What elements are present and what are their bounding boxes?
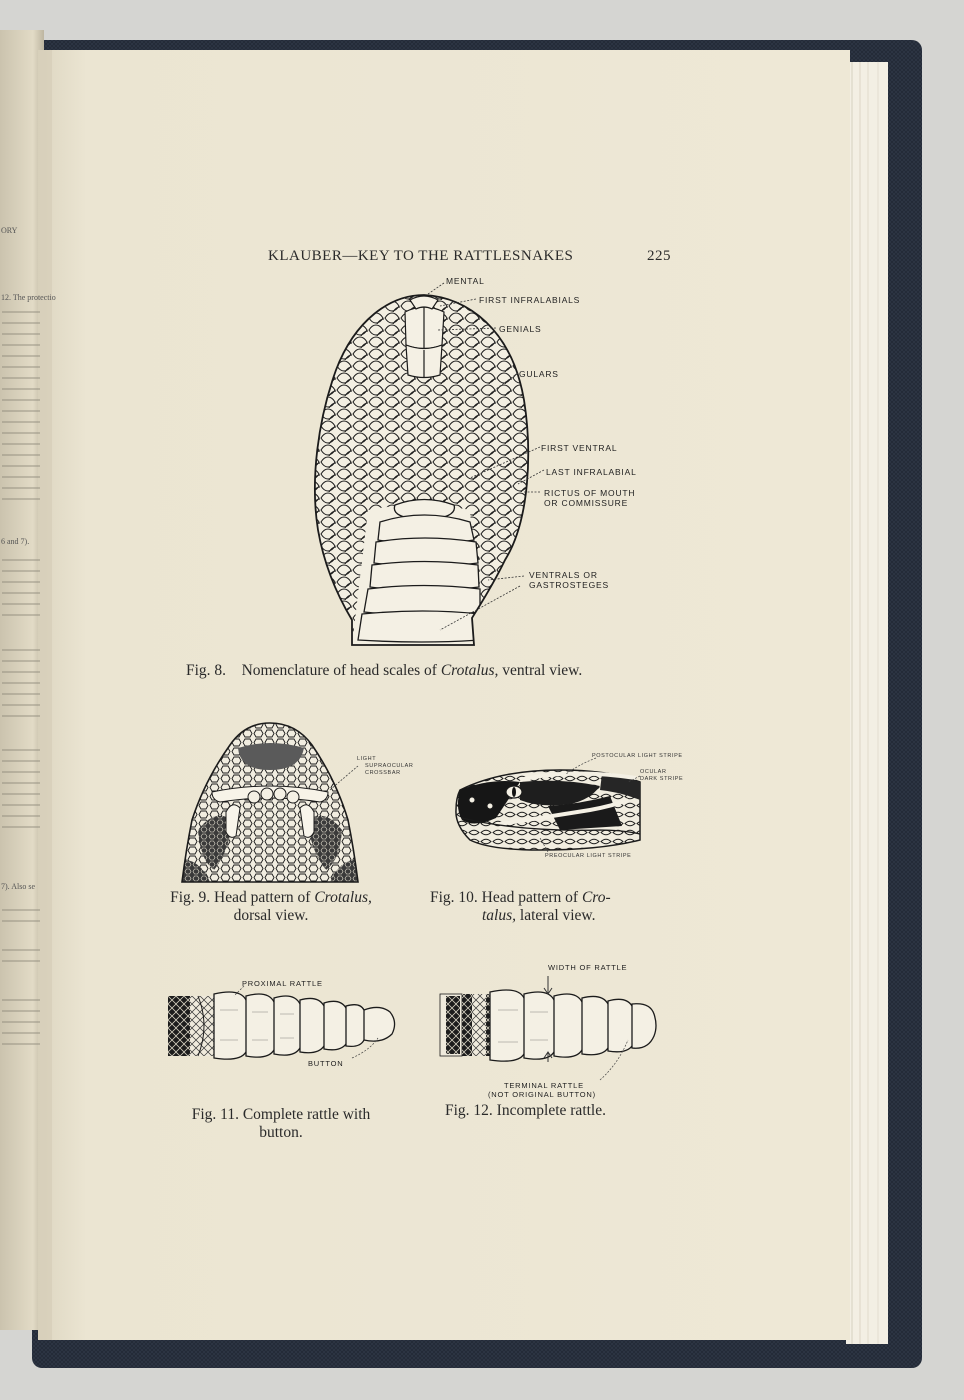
fig8-label-mental: MENTAL [446, 276, 485, 286]
fig8-label-last-infralabial: LAST INFRALABIAL [546, 467, 637, 477]
facing-page-fragment: 6 and 7). [1, 537, 30, 546]
fig10-label-postocular: POSTOCULAR LIGHT STRIPE [592, 753, 683, 759]
fig12-label-not-original-button: (NOT ORIGINAL BUTTON) [488, 1090, 596, 1099]
running-title: KLAUBER—KEY TO THE RATTLESNAKES [268, 248, 574, 264]
fig9-label-supraocular: SUPRAOCULAR [365, 763, 414, 769]
page-number: 225 [647, 248, 671, 264]
facing-page-fragment: 7). Also se [1, 882, 35, 891]
fig11-caption-line2: button. [259, 1124, 303, 1141]
fig8-caption-suffix: ventral view. [502, 662, 583, 679]
fig10-label-preocular: PREOCULAR LIGHT STRIPE [545, 853, 632, 859]
facing-page-fragment: ORY [1, 226, 18, 235]
fig10-label-ocular: OCULAR [640, 769, 667, 775]
fig8-caption-prefix: Fig. 8. [186, 662, 227, 679]
fig10-caption-suffix: lateral view. [519, 907, 596, 924]
fig8-label-commissure: OR COMMISSURE [544, 498, 629, 508]
fig8-label-first-ventral: FIRST VENTRAL [541, 443, 618, 453]
fig8-label-genials: GENIALS [499, 324, 542, 334]
fig12-label-terminal-rattle: TERMINAL RATTLE [504, 1081, 584, 1090]
fig9-label-crossbar: CROSSBAR [365, 770, 401, 776]
fig11-label-proximal-rattle: PROXIMAL RATTLE [242, 979, 323, 988]
fig8-label-first-infralabials: FIRST INFRALABIALS [479, 295, 581, 305]
fig10-caption-genus-part2: talus, [482, 907, 517, 924]
fig9-label-light: LIGHT [357, 756, 377, 762]
fig10-caption-prefix: Fig. 10. Head pattern of [430, 889, 579, 906]
fig8-label-gulars: GULARS [519, 369, 559, 379]
fig9-caption-genus: Crotalus, [314, 889, 372, 906]
fig8-caption-genus: Crotalus, [440, 662, 499, 679]
fig9-caption-line2: dorsal view. [233, 907, 309, 924]
fig8-caption-text: Nomenclature of head scales of [241, 662, 437, 679]
fig12-label-width-of-rattle: WIDTH OF RATTLE [548, 963, 628, 972]
fig8-label-ventrals: VENTRALS OR [529, 570, 598, 580]
fig9-caption-prefix: Fig. 9. Head pattern of [170, 889, 311, 906]
fig11-caption-line1: Fig. 11. Complete rattle with [191, 1106, 371, 1123]
fig8-label-gastrosteges: GASTROSTEGES [529, 580, 609, 590]
fig8-label-rictus: RICTUS OF MOUTH [544, 488, 636, 498]
facing-page-fragment: 12. The protectio [1, 293, 56, 302]
fig10-caption-genus-part1: Cro- [581, 889, 611, 906]
fig10-label-dark-stripe: DARK STRIPE [640, 776, 684, 782]
fig11-label-button: BUTTON [308, 1059, 344, 1068]
fig12-caption: Fig. 12. Incomplete rattle. [445, 1102, 606, 1119]
